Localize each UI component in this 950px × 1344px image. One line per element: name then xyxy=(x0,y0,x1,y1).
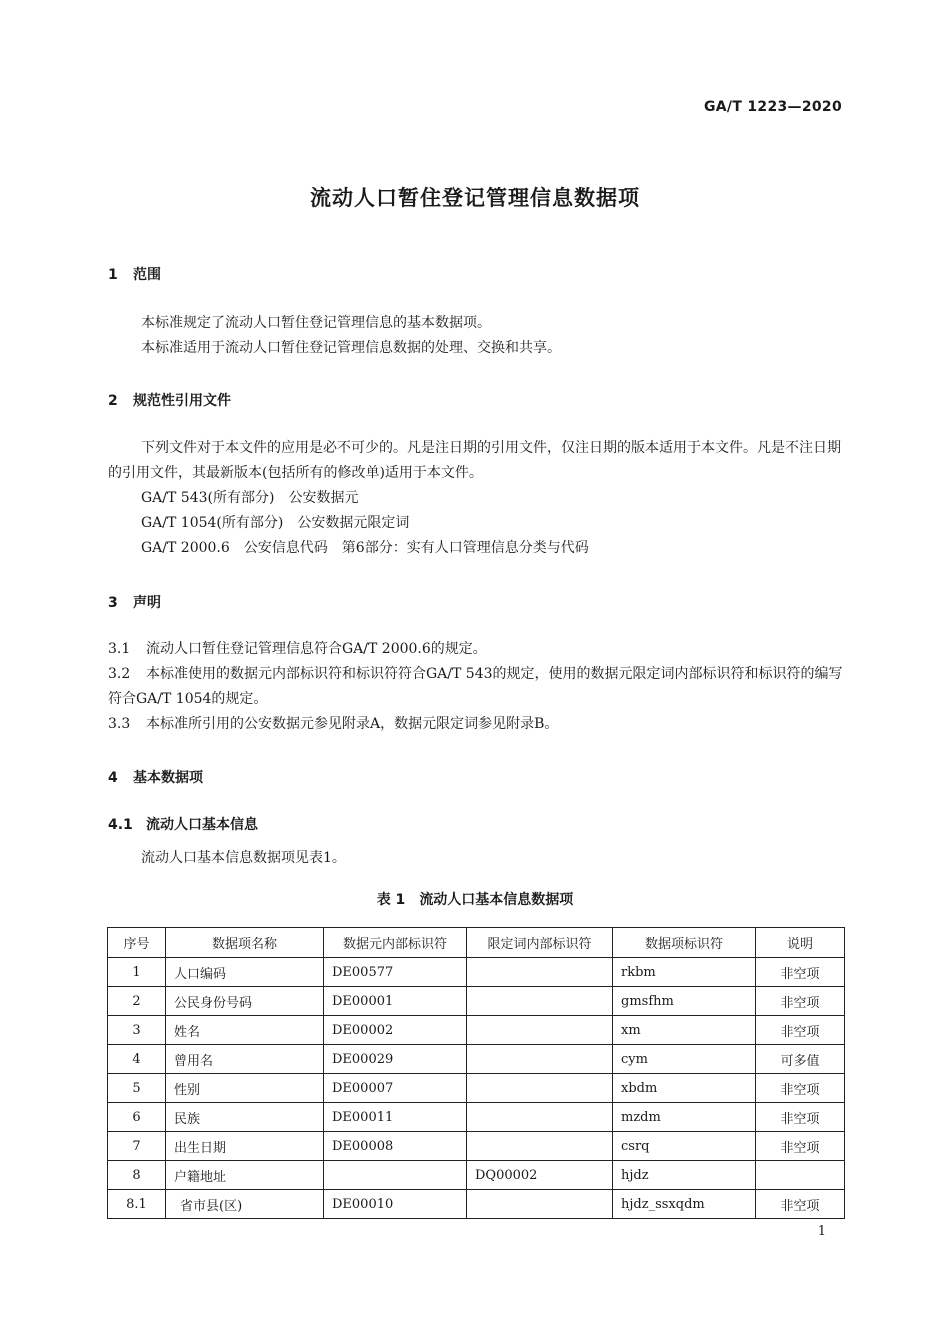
clause-text: 本标准所引用的公安数据元参见附录A，数据元限定词参见附录B。 xyxy=(146,716,559,732)
data-items-table xyxy=(107,927,845,1219)
cell-note: 非空项 xyxy=(756,1074,845,1103)
section-title: 基本数据项 xyxy=(133,770,203,786)
paragraph: 流动人口基本信息数据项见表1。 xyxy=(141,850,346,866)
table-row xyxy=(108,958,845,987)
cell-element-id xyxy=(324,1161,467,1190)
clause-number: 3.1 xyxy=(108,641,131,657)
clause-number: 3.2 xyxy=(108,666,131,682)
cell-element-id: DE00010 xyxy=(324,1190,467,1219)
cell-seq: 8 xyxy=(108,1161,166,1190)
cell-item-identifier: csrq xyxy=(613,1132,756,1161)
column-header: 限定词内部标识符 xyxy=(467,928,613,958)
table-row xyxy=(108,1161,845,1190)
column-header: 数据项标识符 xyxy=(613,928,756,958)
cell-note: 非空项 xyxy=(756,987,845,1016)
cell-seq: 1 xyxy=(108,958,166,987)
section-2-heading xyxy=(108,390,231,410)
column-header: 数据元内部标识符 xyxy=(324,928,467,958)
paragraph: 本标准适用于流动人口暂住登记管理信息数据的处理、交换和共享。 xyxy=(141,340,561,356)
cell-qualifier-id xyxy=(467,1016,613,1045)
table-row xyxy=(108,1074,845,1103)
cell-element-id: DE00008 xyxy=(324,1132,467,1161)
paragraph: 本标准规定了流动人口暂住登记管理信息的基本数据项。 xyxy=(141,315,491,331)
cell-seq: 5 xyxy=(108,1074,166,1103)
subsection-4-1-heading xyxy=(108,814,258,834)
normative-reference: GA/T 2000.6 公安信息代码 第6部分：实有人口管理信息分类与代码 xyxy=(141,540,589,556)
cell-qualifier-id xyxy=(467,1045,613,1074)
cell-qualifier-id xyxy=(467,958,613,987)
cell-item-identifier: hjdz_ssxqdm xyxy=(613,1190,756,1219)
cell-note: 非空项 xyxy=(756,1016,845,1045)
cell-item-identifier: xm xyxy=(613,1016,756,1045)
section-number: 4.1 xyxy=(108,817,133,833)
section-title: 规范性引用文件 xyxy=(133,393,231,409)
cell-note: 非空项 xyxy=(756,1190,845,1219)
section-title: 流动人口基本信息 xyxy=(146,817,258,833)
clause-number: 3.3 xyxy=(108,716,131,732)
cell-item-identifier: rkbm xyxy=(613,958,756,987)
table-row xyxy=(108,987,845,1016)
cell-item-name: 出生日期 xyxy=(166,1132,324,1161)
clause-3-1 xyxy=(108,637,844,662)
cell-qualifier-id xyxy=(467,1103,613,1132)
section-title: 声明 xyxy=(133,595,161,611)
cell-seq: 6 xyxy=(108,1103,166,1132)
normative-reference: GA/T 543(所有部分) 公安数据元 xyxy=(141,490,359,506)
section-4-heading xyxy=(108,767,203,787)
cell-item-name: 户籍地址 xyxy=(166,1161,324,1190)
cell-item-name: 性别 xyxy=(166,1074,324,1103)
table-label: 表 1 xyxy=(376,892,406,908)
cell-item-identifier: hjdz xyxy=(613,1161,756,1190)
standard-code: GA/T 1223—2020 xyxy=(704,99,842,115)
cell-item-name: 曾用名 xyxy=(166,1045,324,1074)
cell-qualifier-id: DQ00002 xyxy=(467,1161,613,1190)
cell-element-id: DE00029 xyxy=(324,1045,467,1074)
column-header: 序号 xyxy=(108,928,166,958)
cell-element-id: DE00001 xyxy=(324,987,467,1016)
cell-item-identifier: mzdm xyxy=(613,1103,756,1132)
cell-qualifier-id xyxy=(467,1132,613,1161)
section-number: 3 xyxy=(108,595,118,611)
section-3-heading xyxy=(108,592,161,612)
section-number: 4 xyxy=(108,770,118,786)
cell-qualifier-id xyxy=(467,987,613,1016)
cell-item-name: 姓名 xyxy=(166,1016,324,1045)
cell-qualifier-id xyxy=(467,1074,613,1103)
cell-item-name: 公民身份号码 xyxy=(166,987,324,1016)
cell-seq: 2 xyxy=(108,987,166,1016)
section-number: 1 xyxy=(108,267,118,283)
page-number: 1 xyxy=(817,1224,826,1239)
column-header: 数据项名称 xyxy=(166,928,324,958)
section-1-heading xyxy=(108,264,161,284)
cell-element-id: DE00577 xyxy=(324,958,467,987)
cell-note: 非空项 xyxy=(756,958,845,987)
cell-item-name: 人口编码 xyxy=(166,958,324,987)
table-caption xyxy=(0,889,950,909)
cell-item-identifier: cym xyxy=(613,1045,756,1074)
cell-seq: 4 xyxy=(108,1045,166,1074)
cell-seq: 7 xyxy=(108,1132,166,1161)
normative-reference: GA/T 1054(所有部分) 公安数据元限定词 xyxy=(141,515,410,531)
clause-text: 流动人口暂住登记管理信息符合GA/T 2000.6的规定。 xyxy=(146,641,487,657)
table-header-row xyxy=(108,928,845,958)
clause-text: 本标准使用的数据元内部标识符和标识符符合GA/T 543的规定，使用的数据元限定词内部标识符和标识符的编写符合GA/T 1054的规定。 xyxy=(108,666,843,707)
cell-note: 非空项 xyxy=(756,1132,845,1161)
cell-item-identifier: gmsfhm xyxy=(613,987,756,1016)
table-row xyxy=(108,1016,845,1045)
column-header: 说明 xyxy=(756,928,845,958)
cell-item-name: 民族 xyxy=(166,1103,324,1132)
cell-element-id: DE00002 xyxy=(324,1016,467,1045)
clause-3-2 xyxy=(108,662,844,712)
cell-element-id: DE00007 xyxy=(324,1074,467,1103)
cell-element-id: DE00011 xyxy=(324,1103,467,1132)
table-title: 流动人口基本信息数据项 xyxy=(419,892,574,908)
cell-item-identifier: xbdm xyxy=(613,1074,756,1103)
table-row xyxy=(108,1103,845,1132)
paragraph: 下列文件对于本文件的应用是必不可少的。凡是注日期的引用文件，仅注日期的版本适用于本文件。凡是不注日期的引用文件，其最新版本(包括所有的修改单)适用于本文件。 xyxy=(108,440,841,481)
document-title: 流动人口暂住登记管理信息数据项 xyxy=(310,186,640,210)
cell-seq: 3 xyxy=(108,1016,166,1045)
section-title: 范围 xyxy=(133,267,161,283)
clause-3-3 xyxy=(108,712,844,737)
cell-note xyxy=(756,1161,845,1190)
cell-note: 非空项 xyxy=(756,1103,845,1132)
table-row xyxy=(108,1190,845,1219)
cell-note: 可多值 xyxy=(756,1045,845,1074)
table-row xyxy=(108,1132,845,1161)
section-number: 2 xyxy=(108,393,118,409)
cell-qualifier-id xyxy=(467,1190,613,1219)
table-row xyxy=(108,1045,845,1074)
cell-item-name: 省市县(区) xyxy=(166,1190,324,1219)
cell-seq: 8.1 xyxy=(108,1190,166,1219)
